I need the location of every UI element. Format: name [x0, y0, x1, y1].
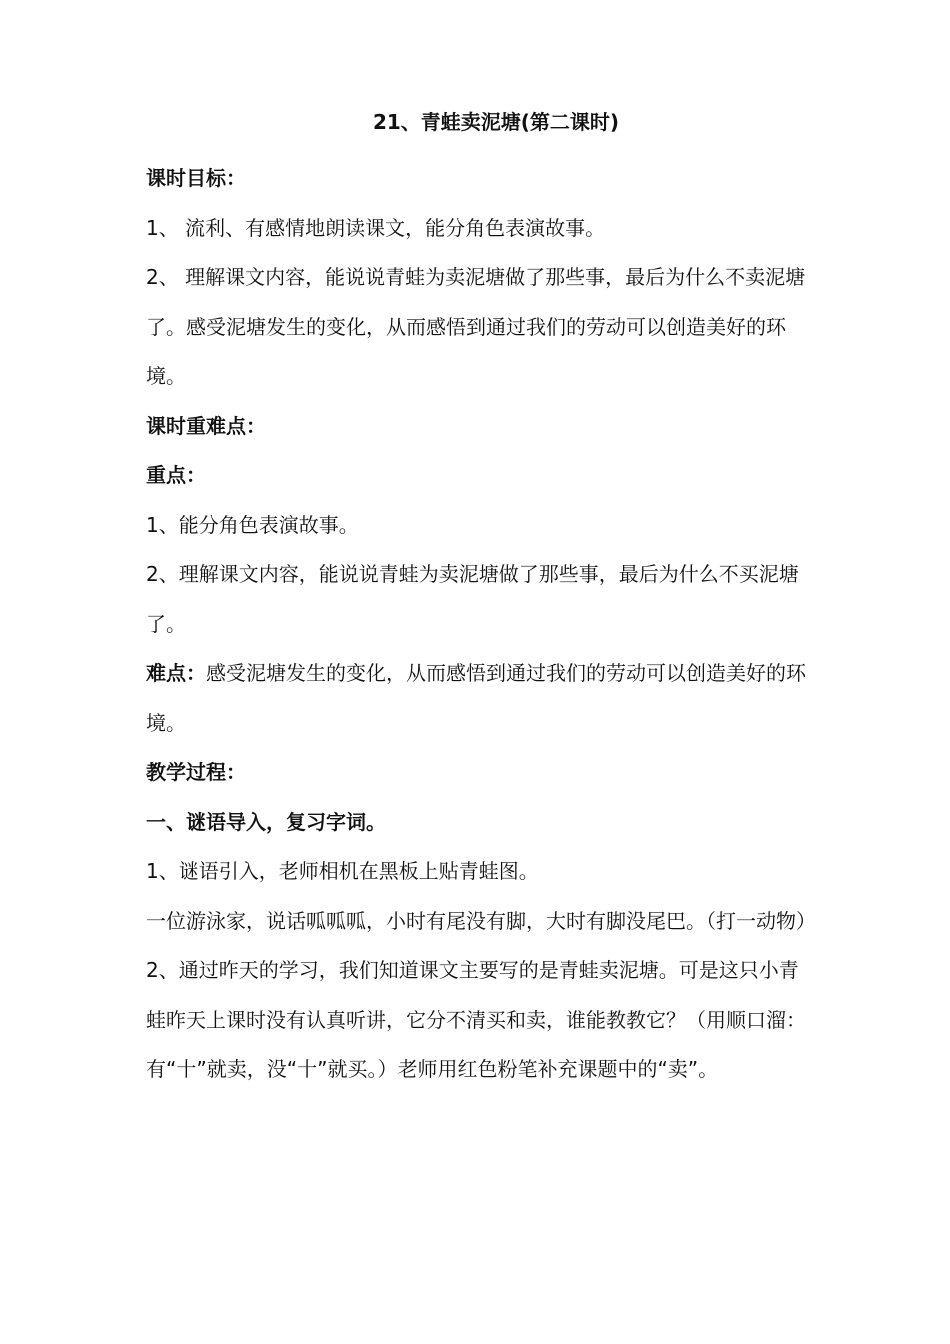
key-difficult-heading: 课时重难点： — [146, 413, 266, 438]
document-body — [146, 104, 816, 1095]
document-title: 21、青蛙卖泥塘(第二课时) — [372, 110, 620, 134]
objectives-heading: 课时目标： — [146, 166, 246, 190]
process-heading: 教学过程： — [146, 760, 246, 784]
section-1-heading: 一、谜语导入，复习字词。 — [146, 809, 386, 834]
difficult-label: 难点： — [146, 661, 206, 685]
difficult-text: 感受泥塘发生的变化，从而感悟到通过我们的劳动可以创造美好的环境。 — [146, 661, 806, 735]
riddle-text: 一位游泳家，说话呱呱呱，小时有尾没有脚，大时有脚没尾巴。（打一动物） — [146, 908, 816, 933]
key-points-heading: 重点： — [146, 463, 206, 487]
step-2: 2、通过昨天的学习，我们知道课文主要写的是青蛙卖泥塘。可是这只小青蛙昨天上课时没有认真听讲，它分不清买和卖，谁能教教它？（用顺口溜：有“十”就卖，没“十”就买。）老师用红色粉笔补充课题中的“卖”。 — [146, 958, 806, 1081]
objective-2: 2、 理解课文内容，能说说青蛙为卖泥塘做了那些事，最后为什么不卖泥塘了。感受泥塘发生的变化，从而感悟到通过我们的劳动可以创造美好的环境。 — [146, 265, 806, 388]
step-1: 1、谜语引入，老师相机在黑板上贴青蛙图。 — [146, 859, 539, 883]
key-point-1: 1、能分角色表演故事。 — [146, 512, 359, 537]
key-point-2: 2、理解课文内容，能说说青蛙为卖泥塘做了那些事，最后为什么不买泥塘了。 — [146, 562, 799, 636]
objective-1: 1、 流利、有感情地朗读课文，能分角色表演故事。 — [146, 215, 606, 240]
difficult-point — [146, 649, 808, 748]
